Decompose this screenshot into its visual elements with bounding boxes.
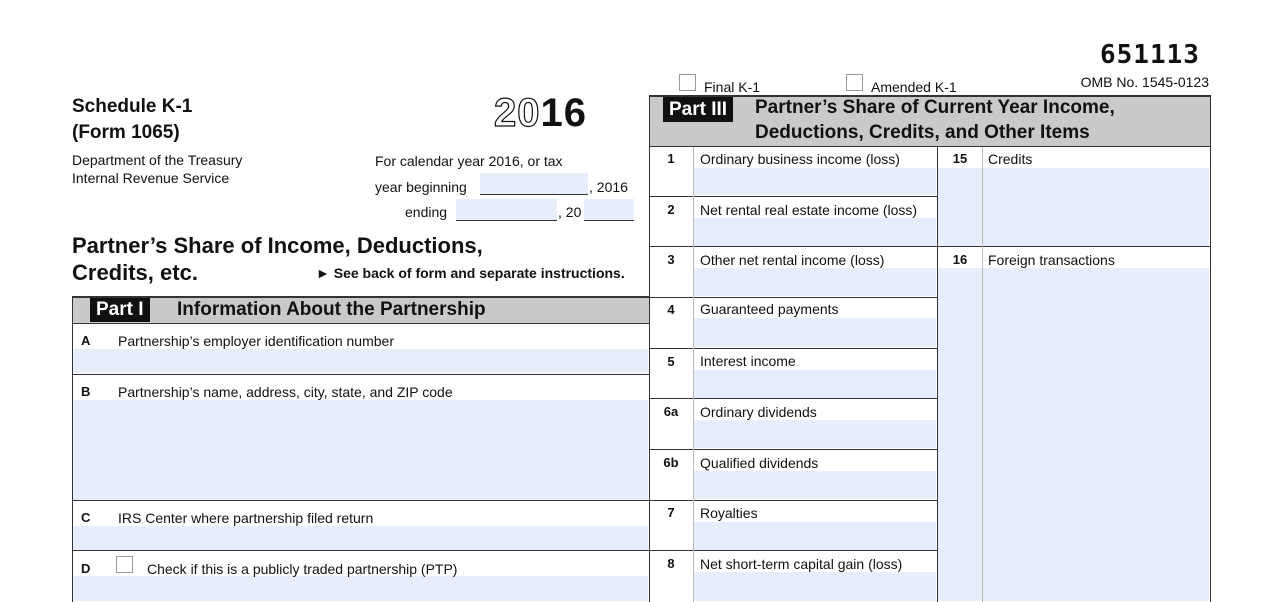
row-c-label: IRS Center where partnership filed return [118,510,374,526]
final-k1-checkbox[interactable] [679,74,696,91]
part1-top-rule [72,296,650,298]
line-2-label: Net rental real estate income (loss) [700,202,918,218]
line-15-input[interactable] [938,168,1209,246]
calendar-year-text: For calendar year 2016, or tax [375,153,563,169]
right-number-divider [982,147,983,602]
line-6a-input[interactable] [694,420,936,448]
line-5-label: Interest income [700,353,796,369]
year-beginning-suffix: , 2016 [589,179,628,195]
form-name: (Form 1065) [72,122,180,143]
ending-field[interactable] [456,199,557,221]
line-6a-label: Ordinary dividends [700,404,817,420]
title-line2: Credits, etc. [72,260,198,285]
ptp-checkbox[interactable] [116,556,133,573]
line-15-number: 15 [952,151,968,166]
line-2-rule [649,246,1211,247]
row-b-letter: B [81,384,91,399]
row-b-rule [72,500,650,501]
line-16-input[interactable] [938,268,1209,601]
field-b-input[interactable] [73,400,648,500]
dept-line2: Internal Revenue Service [72,170,230,186]
line-2-number: 2 [667,202,675,217]
row-d-letter: D [81,561,91,576]
form-code: 651113 [1100,40,1200,70]
row-d-label: Check if this is a publicly traded partnership (PTP) [147,561,458,577]
part3-title [755,95,1115,145]
line-6b-label: Qualified dividends [700,455,819,471]
row-c-rule [72,550,650,551]
omb-number: OMB No. 1545-0123 [1080,74,1209,90]
year-beginning-label: year beginning [375,179,467,195]
tax-year-prefix: 20 [494,91,541,135]
line-3-number: 3 [667,252,675,267]
ending-suffix: , 20 [558,204,582,220]
line-6b-input[interactable] [694,471,936,499]
line-8-input[interactable] [694,572,936,601]
line-1-input[interactable] [694,168,936,195]
ending-label: ending [405,204,448,220]
line-3-label: Other net rental income (loss) [700,252,885,268]
part1-title: Information About the Partnership [177,299,486,320]
field-a-input[interactable] [73,349,648,373]
tax-year [494,91,587,136]
see-back-note: ► See back of form and separate instructions. [316,265,625,281]
part3-tag: Part III [663,97,733,122]
line-4-label: Guaranteed payments [700,301,839,317]
part3-top-rule [649,95,1211,97]
amended-k1-checkbox[interactable] [846,74,863,91]
line-number-divider [693,147,694,602]
column-divider [937,147,938,602]
schedule-title [72,94,192,146]
line-7-input[interactable] [694,522,936,550]
part3-title-line1: Partner’s Share of Current Year Income, [755,97,1115,118]
year-beginning-field[interactable] [480,173,588,195]
part3-right-border [1210,95,1211,602]
line-1-label: Ordinary business income (loss) [700,151,900,167]
amended-k1-label: Amended K-1 [871,79,957,95]
final-k1-label: Final K-1 [704,79,761,95]
part3-left-border [649,95,650,602]
line-16-number: 16 [952,252,968,267]
line-16-label: Foreign transactions [988,252,1115,268]
line-4-input[interactable] [694,318,936,347]
line-5-input[interactable] [694,370,936,398]
line-1-number: 1 [667,151,675,166]
line-6b-number: 6b [663,455,679,470]
line-6a-number: 6a [663,404,679,419]
row-b-label: Partnership’s name, address, city, state, and ZIP code [118,384,453,400]
line-7-number: 7 [667,505,675,520]
tax-year-suffix: 16 [540,91,587,135]
row-a-label: Partnership’s employer identification number [118,333,394,349]
part3-title-line2: Deductions, Credits, and Other Items [755,122,1090,143]
part1-left-border [72,296,73,602]
dept-line1: Department of the Treasury [72,152,243,168]
line-2-input[interactable] [694,218,936,246]
ending-year-field[interactable] [584,199,634,221]
field-d-row-fill [73,576,648,601]
line-15-label: Credits [988,151,1033,167]
field-c-input[interactable] [73,526,648,550]
row-a-rule [72,374,650,375]
schedule-name: Schedule K-1 [72,96,193,117]
row-a-letter: A [81,333,91,348]
line-5-number: 5 [667,354,675,369]
line-8-label: Net short-term capital gain (loss) [700,556,903,572]
part1-tag: Part I [90,298,150,322]
row-c-letter: C [81,510,91,525]
department [72,151,242,187]
part1-header-rule [72,323,650,324]
part3-header-rule [649,146,1211,147]
line-3-input[interactable] [694,268,936,296]
line-8-number: 8 [667,556,675,571]
line-7-label: Royalties [700,505,758,521]
line-4-number: 4 [667,302,675,317]
title-line1: Partner’s Share of Income, Deductions, [72,233,483,258]
